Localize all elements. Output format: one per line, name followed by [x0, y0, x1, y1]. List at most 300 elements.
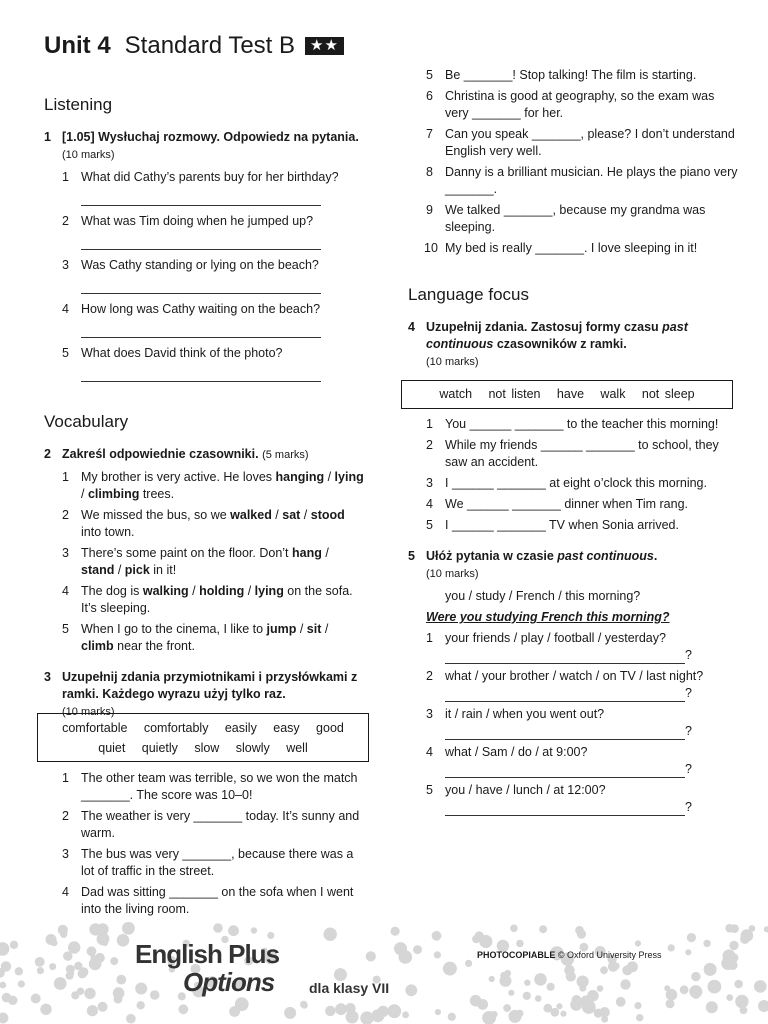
question-item [408, 744, 738, 778]
verb-option[interactable]: sit [306, 622, 322, 636]
word-box-task-4: watch not listen have walk not sleep [401, 380, 733, 409]
question-number: 4 [426, 497, 433, 511]
pattern-dot [503, 1004, 511, 1012]
pattern-dot [741, 929, 754, 942]
pattern-dot [594, 1009, 603, 1018]
pattern-dot [432, 931, 442, 941]
pattern-dot [539, 925, 547, 933]
pattern-dot [508, 990, 514, 996]
answer-line-input[interactable] [445, 650, 685, 664]
page-title [44, 31, 344, 61]
pattern-dot [472, 935, 480, 943]
item-text: We missed the bus, so we [81, 508, 231, 522]
question-mark: ? [685, 648, 692, 662]
pattern-dot [49, 963, 56, 970]
sentence-text: Can you speak _______, please? I don’t understand English very well. [445, 127, 735, 158]
task-text: Ułóż pytania w czasie [426, 549, 558, 563]
pattern-dot [117, 934, 130, 947]
pattern-dot [371, 1009, 384, 1022]
task-text: Uzupełnij zdania. Zastosuj formy czasu [426, 320, 663, 334]
marks-label: (10 marks) [62, 149, 115, 161]
sentence-item [408, 475, 738, 492]
pattern-dot [325, 1006, 335, 1016]
pattern-dot [387, 1004, 401, 1018]
verb-option[interactable]: walked [230, 508, 272, 522]
pattern-dot [764, 926, 768, 932]
option-separator: / [114, 563, 125, 577]
pattern-dot [78, 969, 87, 978]
answer-row [445, 685, 738, 702]
pattern-dot [95, 953, 105, 963]
pattern-dot [443, 962, 457, 976]
pattern-dot [758, 1000, 768, 1012]
question-item [408, 706, 738, 740]
pattern-dot [346, 1011, 359, 1024]
sentence-text: While my friends ______ _______ to school, they saw an accident. [445, 438, 719, 469]
answer-line-input[interactable] [81, 365, 321, 382]
pattern-dot [564, 967, 572, 975]
verb-option[interactable]: hanging [275, 470, 325, 484]
pattern-dot [89, 923, 101, 935]
question-number: 6 [426, 89, 433, 103]
task-number: 5 [408, 549, 415, 563]
question-number: 5 [62, 346, 69, 360]
pattern-dot [704, 963, 717, 976]
pattern-dot [577, 976, 589, 988]
verb-option[interactable]: lying [334, 470, 364, 484]
task-text: Uzupełnij zdania przymiotnikami i przysłówkami z ramki. Każdego wyrazu użyj tylko raz. [62, 670, 358, 701]
pattern-dot [178, 1004, 188, 1014]
verb-option[interactable]: climbing [87, 487, 140, 501]
option-separator: / [321, 622, 329, 636]
pattern-dot [523, 992, 531, 1000]
pattern-dot [550, 1008, 559, 1017]
vocabulary-heading: Vocabulary [44, 412, 129, 431]
item-text: There’s some paint on the floor. Don’t [81, 546, 292, 560]
sentence-item [44, 846, 364, 880]
task-text: [1.05] Wysłuchaj rozmowy. Odpowiedz na pytania. [62, 130, 359, 144]
pattern-dot [37, 967, 44, 974]
pattern-dot [740, 1006, 748, 1014]
vocab-item [44, 507, 364, 541]
answer-line-input[interactable] [81, 321, 321, 338]
pattern-dot [735, 995, 748, 1008]
marks-label: (10 marks) [426, 356, 479, 368]
pattern-dot [601, 1016, 608, 1023]
task-4-items [408, 416, 738, 534]
pattern-dot [587, 990, 599, 1002]
vocab-item [44, 545, 364, 579]
pattern-dot [251, 927, 257, 933]
example-answer: Were you studying French this morning? [426, 610, 670, 624]
answer-line-input[interactable] [445, 688, 685, 702]
sentence-item [408, 496, 738, 513]
difficulty-stars: ★★ [305, 37, 344, 55]
verb-option[interactable]: hang [292, 546, 322, 560]
sentence-text: The weather is very _______ today. It’s sunny and warm. [81, 809, 360, 840]
question-number: 7 [426, 127, 433, 141]
option-separator: / [300, 508, 311, 522]
option-separator: / [188, 584, 200, 598]
verb-option[interactable]: jump [266, 622, 297, 636]
question-number: 2 [426, 669, 433, 683]
verb-option[interactable]: stand [81, 563, 115, 577]
verb-option[interactable]: climb [81, 639, 114, 653]
pattern-dot [46, 934, 57, 945]
language-focus-heading: Language focus [408, 285, 529, 304]
listening-question [44, 345, 364, 382]
sentence-item [44, 770, 364, 804]
pattern-dot [757, 985, 764, 992]
task-3-items-left [44, 770, 364, 918]
pattern-dot [40, 1004, 51, 1015]
question-number: 1 [426, 417, 433, 431]
sentence-item [408, 240, 738, 257]
question-number: 9 [426, 203, 433, 217]
logo-subtitle: dla klasy VII [309, 980, 390, 996]
pattern-dot [570, 999, 582, 1011]
question-mark: ? [685, 724, 692, 738]
sentence-text: You ______ _______ to the teacher this morning! [445, 417, 719, 431]
task-2-items [44, 469, 364, 655]
answer-line-input[interactable] [445, 726, 685, 740]
question-prompt: you / have / lunch / at 12:00? [445, 783, 606, 797]
pattern-dot [666, 989, 678, 1001]
pattern-dot [84, 988, 95, 999]
question-number: 1 [62, 170, 69, 184]
sentence-item [408, 437, 738, 471]
pattern-dot [703, 940, 710, 947]
pattern-dot [687, 933, 696, 942]
task-text: . [653, 549, 658, 563]
pattern-dot [510, 925, 518, 933]
question-number: 3 [426, 476, 433, 490]
pattern-dot [98, 1002, 108, 1012]
verb-option[interactable]: sat [282, 508, 301, 522]
pattern-dot [113, 987, 125, 999]
question-prompt: what / your brother / watch / on TV / last night? [445, 669, 704, 683]
pattern-dot [110, 957, 118, 965]
pattern-dot [137, 1001, 145, 1009]
question-text: What did Cathy’s parents buy for her birthday? [81, 170, 339, 184]
answer-row [445, 761, 738, 778]
pattern-dot [465, 960, 472, 967]
pattern-dot [560, 1011, 566, 1017]
pattern-dot [35, 957, 45, 967]
task-number: 2 [44, 447, 51, 461]
pattern-dot [366, 951, 376, 961]
pattern-dot [31, 994, 41, 1004]
sentence-item [408, 88, 738, 122]
question-number: 3 [426, 707, 433, 721]
unit-label: Unit 4 [44, 32, 111, 59]
vocab-item [44, 469, 364, 503]
option-separator: / [271, 508, 283, 522]
logo-line: English Plus [135, 939, 280, 969]
sentence-text: Danny is a brilliant musician. He plays the piano very _______. [445, 165, 738, 196]
item-text: in it! [149, 563, 177, 577]
sentence-item [44, 884, 364, 918]
pattern-dot [685, 949, 691, 955]
left-column [44, 94, 364, 721]
verb-option[interactable]: holding [199, 584, 245, 598]
marks-label: (10 marks) [426, 568, 479, 580]
pattern-dot [87, 1005, 98, 1016]
pattern-dot [635, 940, 641, 946]
sentence-text: I ______ _______ at eight o’clock this morning. [445, 476, 707, 490]
word-box-line: quiet quietly slow slowly well [98, 741, 308, 755]
option-separator: / [321, 546, 329, 560]
pattern-dot [405, 984, 417, 996]
answer-row [445, 723, 738, 740]
answer-line-input[interactable] [81, 277, 321, 294]
sentence-text: Dad was sitting _______ on the sofa when I went into the living room. [81, 885, 354, 916]
sentence-item [44, 808, 364, 842]
pattern-dot [535, 995, 542, 1002]
pattern-dot [68, 970, 74, 976]
question-number: 4 [62, 302, 69, 316]
pattern-dot [116, 975, 126, 985]
item-text: trees. [139, 487, 175, 501]
question-number: 4 [62, 584, 69, 598]
sentence-text: The other team was terrible, so we won the match _______. The score was 10–0! [81, 771, 358, 802]
question-number: 5 [426, 518, 433, 532]
vocab-item [44, 583, 364, 617]
sentence-item [408, 126, 738, 160]
task-5-items [408, 630, 738, 816]
answer-row [445, 647, 738, 664]
pattern-dot [335, 1003, 347, 1015]
question-number: 1 [426, 631, 433, 645]
pattern-dot [575, 926, 584, 935]
pattern-dot [620, 979, 630, 989]
sentence-item [408, 67, 738, 84]
pattern-dot [597, 985, 604, 992]
pattern-dot [600, 966, 608, 974]
pattern-dot [706, 1001, 718, 1013]
pattern-dot [413, 945, 422, 954]
sentence-text: I ______ _______ TV when Sonia arrived. [445, 518, 679, 532]
option-separator: / [296, 622, 307, 636]
task-5-instruction [408, 548, 738, 583]
right-column [408, 67, 738, 371]
listening-question [44, 169, 364, 206]
sentence-text: We ______ _______ dinner when Tim rang. [445, 497, 688, 511]
question-number: 2 [62, 508, 69, 522]
question-prompt: it / rain / when you went out? [445, 707, 605, 721]
pattern-dot [556, 1003, 562, 1009]
pattern-dot [691, 990, 700, 999]
pattern-dot [0, 942, 9, 956]
task-4-and-5 [408, 416, 738, 816]
task-number: 4 [408, 320, 415, 334]
pattern-dot [489, 976, 495, 982]
pattern-dot [394, 942, 407, 955]
pattern-dot [68, 941, 80, 953]
question-number: 2 [62, 809, 69, 823]
pattern-dot [729, 941, 738, 950]
question-number: 5 [62, 622, 69, 636]
option-separator: / [81, 487, 88, 501]
question-number: 3 [62, 847, 69, 861]
pattern-dot [15, 967, 23, 975]
answer-line-input[interactable] [445, 802, 685, 816]
question-number: 10 [424, 241, 438, 255]
pattern-dot [680, 985, 689, 994]
pattern-dot [726, 994, 733, 1001]
verb-option[interactable]: stood [310, 508, 345, 522]
listening-questions [44, 169, 364, 382]
pattern-dot [728, 960, 738, 970]
task-4-instruction [408, 319, 738, 371]
question-number: 3 [62, 546, 69, 560]
pattern-dot [516, 1010, 523, 1017]
listening-question [44, 213, 364, 250]
sentence-text: My bed is really _______. I love sleeping in it! [445, 241, 698, 255]
item-text: When I go to the cinema, I like to [81, 622, 267, 636]
pattern-dot [538, 974, 545, 981]
question-text: What was Tim doing when he jumped up? [81, 214, 314, 228]
pattern-dot [0, 982, 6, 989]
pattern-dot [435, 1009, 441, 1015]
sentence-item [408, 416, 738, 433]
publisher-label: © Oxford University Press [557, 950, 662, 960]
answer-line-input[interactable] [81, 233, 321, 250]
pattern-dot [391, 927, 400, 936]
pattern-dot [691, 972, 700, 981]
pattern-dot [547, 983, 555, 991]
task-2-instruction [44, 446, 364, 464]
item-text: on the sofa. It’s sleeping. [81, 584, 353, 615]
sentence-item [408, 164, 738, 198]
question-number: 1 [62, 470, 69, 484]
verb-option[interactable]: lying [254, 584, 284, 598]
question-mark: ? [685, 686, 692, 700]
pattern-dot [708, 980, 722, 994]
pattern-dot [8, 996, 17, 1005]
pattern-dot [87, 946, 97, 956]
pattern-dot [324, 928, 337, 941]
marks-label: (5 marks) [262, 449, 309, 461]
question-number: 8 [426, 165, 433, 179]
question-number: 5 [426, 783, 433, 797]
option-separator: / [244, 584, 255, 598]
pattern-dot [74, 962, 82, 970]
pattern-dot [122, 922, 135, 935]
item-text: near the front. [113, 639, 195, 653]
pattern-dot [434, 951, 441, 958]
photocopiable-label: PHOTOCOPIABLE [477, 950, 556, 960]
question-number: 4 [62, 885, 69, 899]
question-number: 2 [426, 438, 433, 452]
pattern-dot [60, 931, 67, 938]
pattern-dot [500, 972, 507, 979]
question-text: Was Cathy standing or lying on the beach? [81, 258, 319, 272]
pattern-dot [734, 980, 743, 989]
word-box-task-3 [37, 713, 369, 762]
task-number: 1 [44, 130, 51, 144]
item-text: into town. [81, 525, 135, 539]
pattern-dot [0, 1013, 8, 1024]
pattern-dot [616, 997, 626, 1007]
task-text: Zakreśl odpowiednie czasowniki. [62, 447, 259, 461]
pattern-dot [228, 925, 239, 936]
question-text: How long was Cathy waiting on the beach? [81, 302, 321, 316]
verb-option[interactable]: pick [124, 563, 150, 577]
pattern-dot [235, 997, 249, 1011]
question-number: 4 [426, 745, 433, 759]
question-prompt: your friends / play / football / yesterday? [445, 631, 666, 645]
pattern-dot [301, 1002, 308, 1009]
question-number: 5 [426, 68, 433, 82]
listening-question [44, 257, 364, 294]
pattern-dot [491, 1011, 498, 1018]
test-title: Standard Test B [124, 32, 296, 59]
task-3-items-right [408, 67, 738, 257]
footer-decoration [0, 922, 768, 1024]
pattern-dot [668, 944, 675, 951]
pattern-dot [524, 980, 530, 986]
question-prompt: what / Sam / do / at 9:00? [445, 745, 588, 759]
verb-option[interactable]: walking [142, 584, 189, 598]
logo-line: Options [183, 967, 275, 997]
pattern-dot [634, 1002, 641, 1009]
pattern-dot [725, 924, 734, 933]
sentence-text: The bus was very _______, because there was a lot of traffic in the street. [81, 847, 354, 878]
pattern-dot [10, 941, 18, 949]
option-separator: / [324, 470, 335, 484]
answer-row [445, 799, 738, 816]
pattern-dot [666, 999, 675, 1008]
question-number: 1 [62, 771, 69, 785]
task-1-instruction [44, 129, 364, 164]
item-text: The dog is [81, 584, 143, 598]
listening-question [44, 301, 364, 338]
word-box-line: comfortable comfortably easily easy good [62, 721, 344, 735]
sentence-text: We talked _______, because my grandma was sleeping. [445, 203, 706, 234]
pattern-dot [636, 1014, 643, 1021]
task-number: 3 [44, 670, 51, 684]
sentence-text: Christina is good at geography, so the exam was very _______ for her. [445, 89, 715, 120]
pattern-dot [402, 1011, 409, 1018]
pattern-dot [213, 923, 223, 933]
copyright-notice [477, 947, 662, 964]
pattern-dot [71, 991, 79, 999]
answer-line-input[interactable] [81, 189, 321, 206]
pattern-dot [448, 1013, 456, 1021]
sentence-item [408, 202, 738, 236]
question-mark: ? [685, 762, 692, 776]
listening-heading: Listening [44, 95, 113, 114]
answer-line-input[interactable] [445, 764, 685, 778]
question-mark: ? [685, 800, 692, 814]
brand-logo [135, 939, 390, 997]
molecule-pattern-icon [0, 922, 768, 1024]
question-item [408, 630, 738, 664]
question-item [408, 668, 738, 702]
marks-label: (10 marks) [62, 706, 115, 718]
question-text: What does David think of the photo? [81, 346, 283, 360]
example-prompt: you / study / French / this morning? [445, 589, 641, 603]
pattern-dot [126, 1014, 136, 1024]
question-number: 3 [62, 258, 69, 272]
pattern-dot [54, 977, 67, 990]
task-text-emphasis: past continuous [426, 320, 688, 351]
task-text: czasowników z ramki. [493, 337, 627, 351]
item-text: My brother is very active. He loves [81, 470, 276, 484]
sentence-text: Be _______! Stop talking! The film is starting. [445, 68, 697, 82]
pattern-dot [477, 999, 488, 1010]
